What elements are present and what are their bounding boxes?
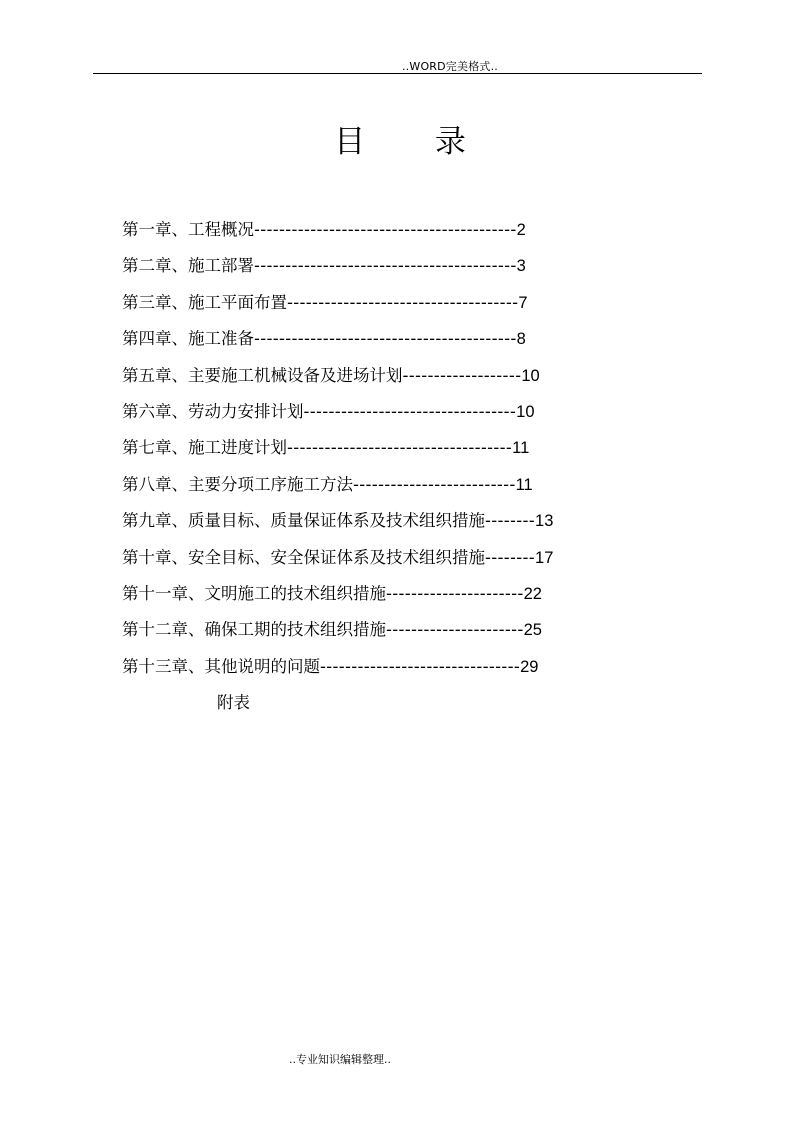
toc-entry[interactable]: [122, 503, 662, 539]
toc-entry-leader: ------------------------------------: [287, 438, 513, 458]
toc-entry-title: 第一章、工程概况: [122, 220, 254, 239]
toc-entry-leader: -------------------------------------: [287, 292, 519, 312]
toc-entry-leader: ------------------------------------------: [254, 256, 517, 276]
toc-entry-page-number: 29: [520, 657, 539, 676]
toc-title: 目 录: [334, 124, 496, 160]
table-of-contents: [122, 212, 662, 685]
toc-entry-title: 第十三章、其他说明的问题: [122, 656, 320, 676]
toc-entry[interactable]: [122, 540, 662, 576]
toc-entry-page-number: 3: [516, 257, 526, 276]
toc-entry[interactable]: [122, 394, 662, 430]
toc-entry-leader: --------: [485, 547, 536, 567]
toc-entry-title: 第七章、施工进度计划: [122, 438, 287, 458]
toc-entry[interactable]: [122, 212, 662, 248]
toc-entry-leader: -------------------: [402, 365, 522, 385]
toc-entry-leader: ------------------------------------------: [254, 220, 517, 239]
toc-entry-page-number: 13: [535, 512, 554, 531]
toc-entry[interactable]: [122, 467, 662, 503]
toc-entry[interactable]: [122, 248, 662, 284]
toc-entry-leader: ------------------------------------------: [254, 329, 517, 349]
toc-entry[interactable]: [122, 321, 662, 357]
toc-entry-leader: --------------------------------: [320, 656, 521, 676]
toc-entry-title: 第五章、主要施工机械设备及进场计划: [122, 365, 403, 385]
toc-entry-page-number: 8: [516, 330, 526, 349]
toc-entry[interactable]: [122, 576, 662, 612]
appendix-label: 附表: [217, 693, 250, 712]
toc-entry-title: 第四章、施工准备: [122, 329, 254, 349]
toc-entry-title: 第二章、施工部署: [122, 256, 254, 276]
toc-entry[interactable]: [122, 612, 662, 648]
toc-entry-title: 第十章、安全目标、安全保证体系及技术组织措施: [122, 547, 485, 567]
toc-entry[interactable]: [122, 285, 662, 321]
toc-entry-page-number: 11: [515, 475, 533, 494]
toc-entry-page-number: 17: [535, 548, 554, 567]
toc-entry-title: 第九章、质量目标、质量保证体系及技术组织措施: [122, 511, 485, 531]
toc-entry-title: 第十二章、确保工期的技术组织措施: [122, 620, 386, 640]
toc-entry-leader: --------------------------: [353, 474, 516, 494]
toc-entry-page-number: 7: [518, 293, 528, 312]
toc-entry-title: 第十一章、文明施工的技术组织措施: [122, 583, 386, 603]
toc-entry-page-number: 25: [523, 621, 542, 640]
toc-entry[interactable]: [122, 358, 662, 394]
page-footer: ..专业知识编辑整理..: [289, 1053, 391, 1066]
page-header: ..WORD完美格式..: [401, 60, 499, 73]
toc-entry-title: 第六章、劳动力安排计划: [122, 401, 304, 421]
toc-entry[interactable]: [122, 649, 662, 685]
toc-entry-leader: ----------------------: [386, 583, 524, 603]
toc-entry-title: 第八章、主要分项工序施工方法: [122, 474, 353, 494]
toc-entry[interactable]: [122, 430, 662, 466]
header-rule: [93, 73, 702, 74]
toc-entry-page-number: 10: [521, 366, 540, 385]
toc-entry-leader: ----------------------------------: [303, 401, 517, 421]
toc-entry-page-number: 10: [516, 402, 535, 421]
toc-entry-page-number: 22: [523, 584, 542, 603]
toc-entry-title: 第三章、施工平面布置: [122, 292, 287, 312]
toc-entry-page-number: 11: [512, 439, 530, 458]
toc-entry-page-number: 2: [516, 221, 526, 239]
toc-entry-leader: --------: [485, 511, 536, 531]
toc-entry-leader: ----------------------: [386, 620, 524, 640]
